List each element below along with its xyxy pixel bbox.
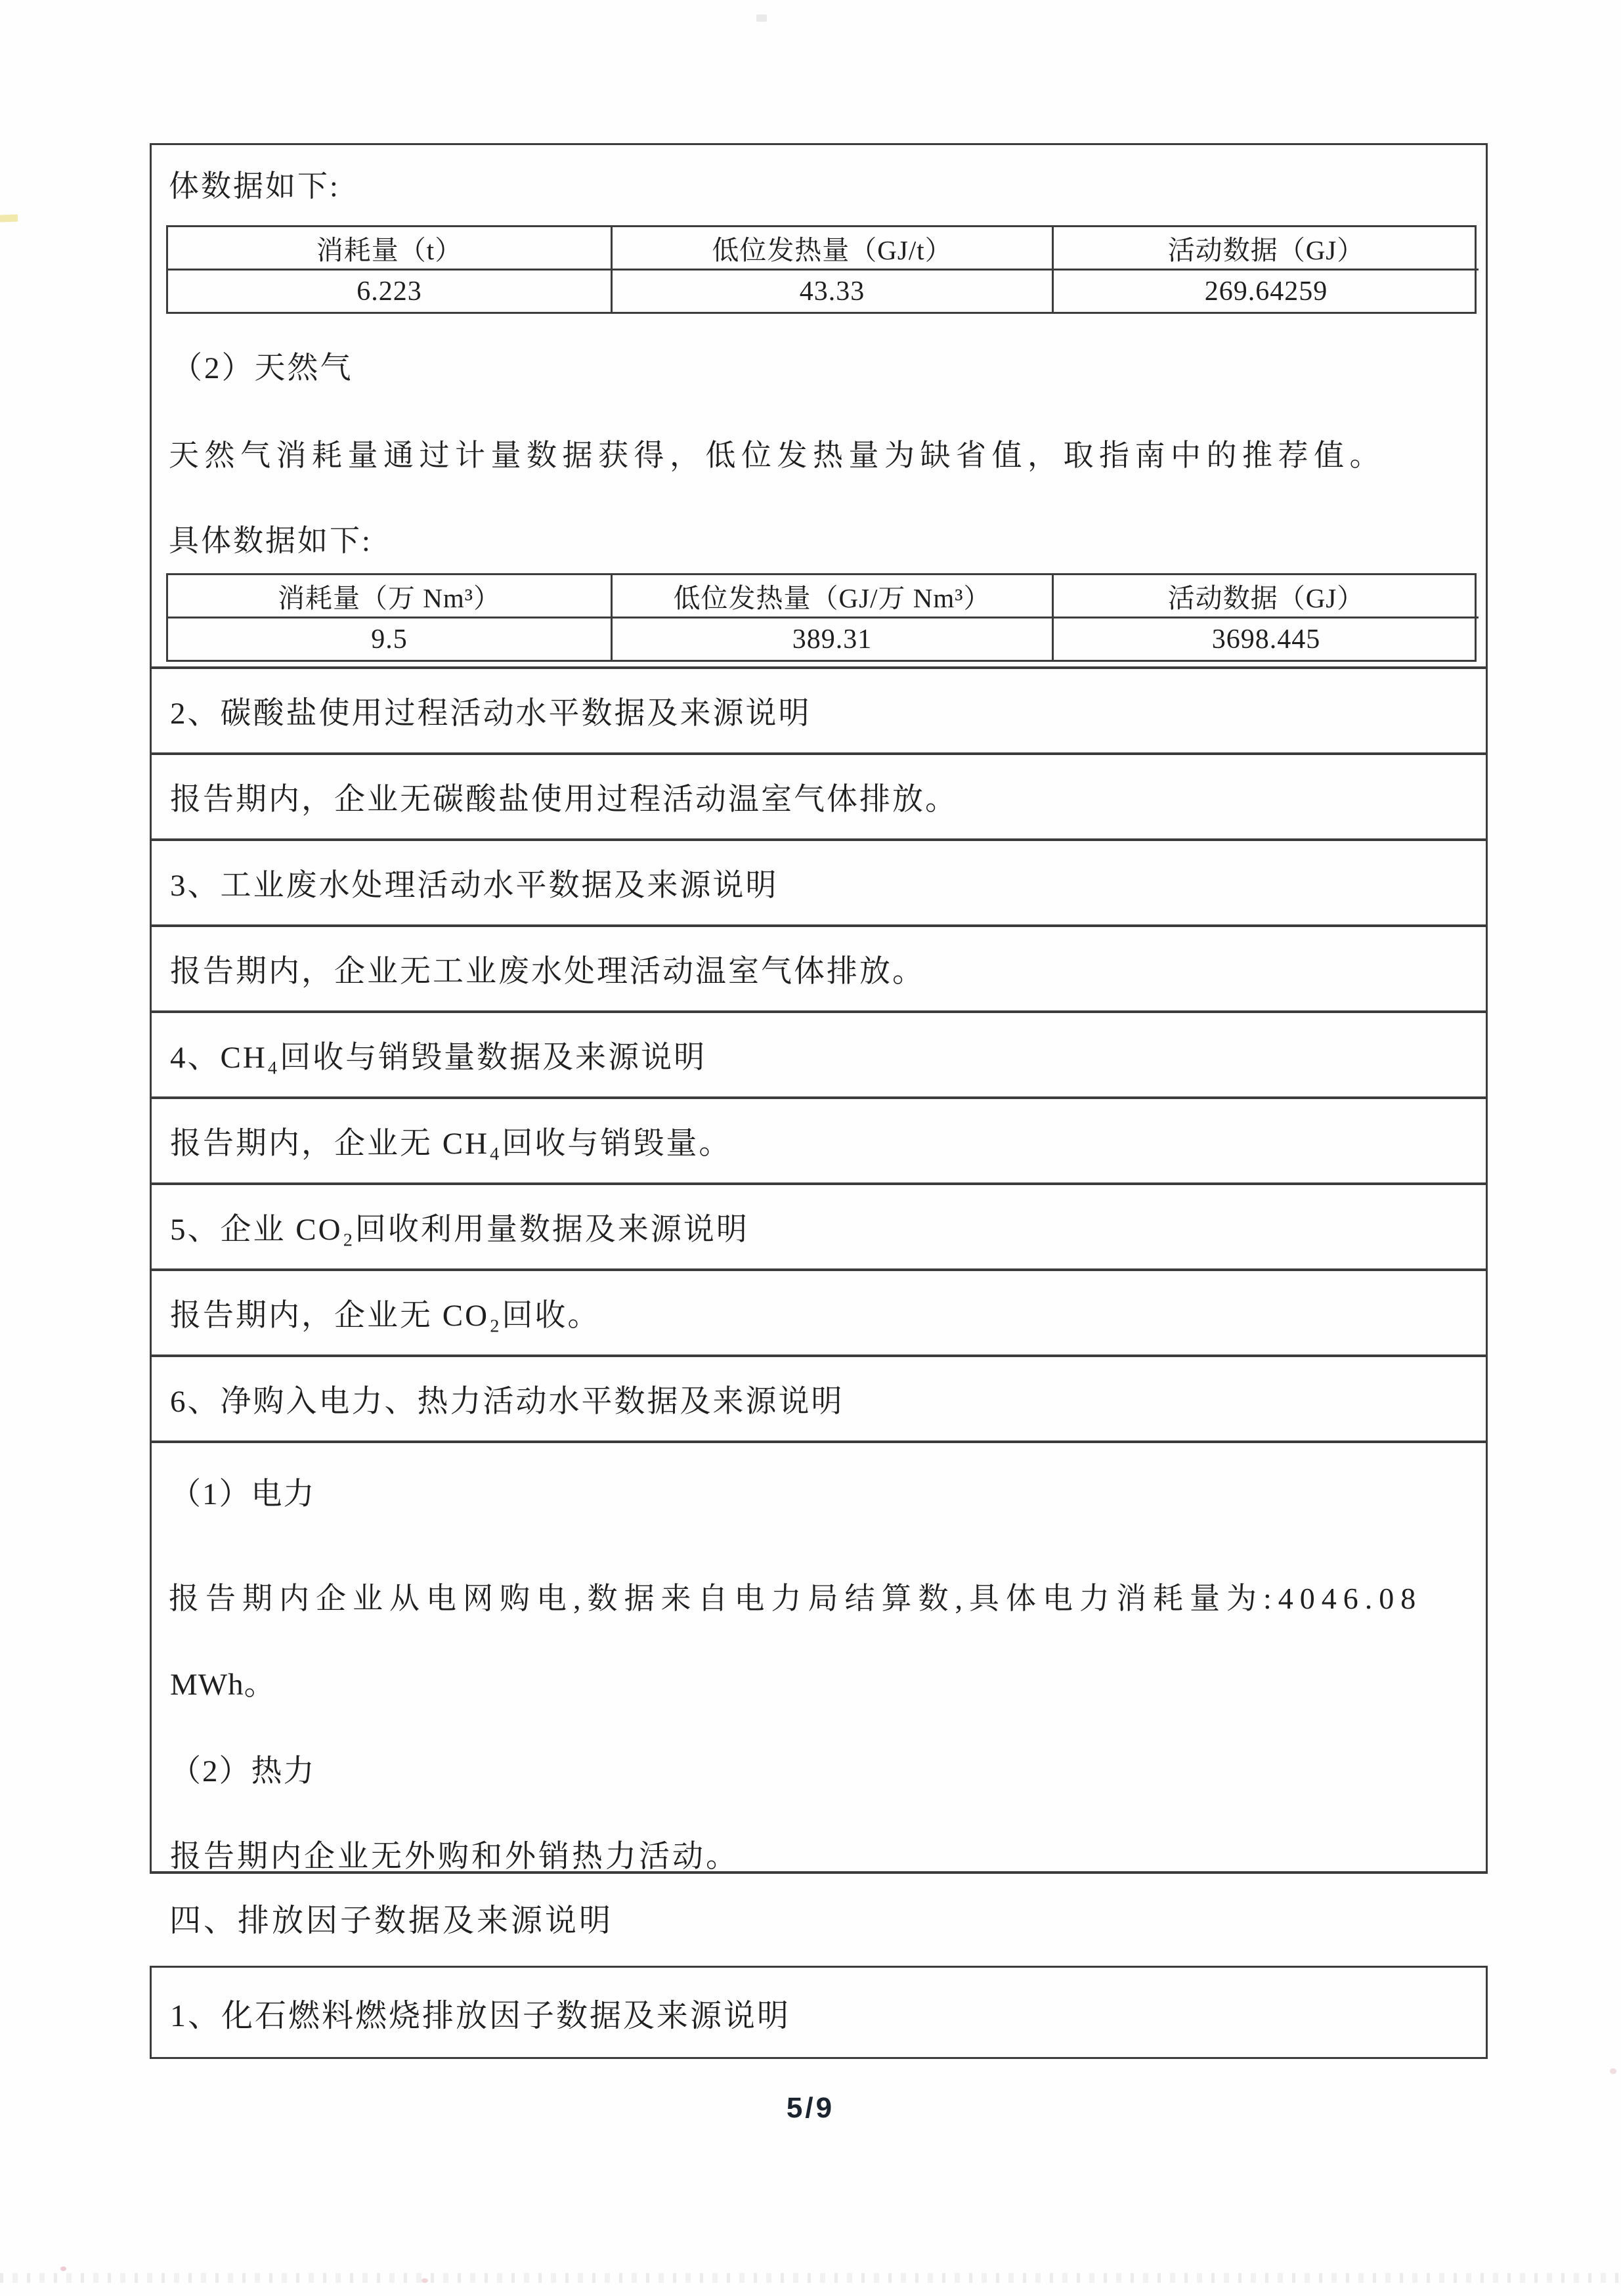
fuel-table-header-consumption: 消耗量（t） (168, 227, 613, 271)
fuel-table-value-activity-data: 269.64259 (1204, 276, 1328, 307)
section-rows (152, 666, 1486, 1440)
section-heading-ch4-recovery: 4、CH₄回收与销毁量数据及来源说明 (152, 1010, 1486, 1096)
natural-gas-data-intro: 具体数据如下: (169, 524, 372, 557)
heat-subtitle: （2）热力 (170, 1754, 316, 1788)
scan-artifact-pink-dot-2 (421, 2278, 428, 2283)
section-body-ch4-recovery: 报告期内，企业无 CH₄回收与销毁量。 (152, 1096, 1486, 1182)
scan-artifact-yellow-tick (0, 215, 18, 223)
gas-table-header-heating-value: 低位发热量（GJ/万 Nm³） (613, 575, 1054, 618)
section-heading-carbonate: 2、碳酸盐使用过程活动水平数据及来源说明 (152, 666, 1486, 752)
fuel-oil-data-table (166, 225, 1477, 314)
natural-gas-description: 天然气消耗量通过计量数据获得，低位发热量为缺省值，取指南中的推荐值。 (169, 439, 1385, 472)
intro-continuation-text: 体数据如下: (169, 169, 340, 203)
power-unit-text: MWh。 (170, 1668, 276, 1702)
gas-table-value-consumption: 9.5 (168, 618, 613, 660)
section-body-co2-recovery: 报告期内，企业无 CO₂回收。 (152, 1268, 1486, 1354)
natural-gas-data-table (166, 573, 1477, 662)
power-subtitle: （1）电力 (170, 1477, 316, 1511)
section-heading-co2-recovery: 5、企业 CO₂回收利用量数据及来源说明 (152, 1182, 1486, 1268)
main-report-table (150, 143, 1488, 1874)
page-number: 5/9 (786, 2092, 835, 2124)
power-consumption-text: 报告期内企业从电网购电,数据来自电力局结算数,具体电力消耗量为:4046.08 (169, 1582, 1423, 1615)
scan-artifact-pink-dot-1 (60, 2266, 66, 2271)
gas-table-header-consumption: 消耗量（万 Nm³） (168, 575, 613, 618)
scan-artifact-pink-dot-3 (1610, 2068, 1616, 2074)
heat-activity-text: 报告期内企业无外购和外销热力活动。 (170, 1840, 739, 1874)
section-body-carbonate: 报告期内，企业无碳酸盐使用过程活动温室气体排放。 (152, 752, 1486, 838)
gas-table-value-heating-value: 389.31 (613, 618, 1054, 660)
section-heading-purchased-power-heat: 6、净购入电力、热力活动水平数据及来源说明 (152, 1354, 1486, 1440)
electricity-heat-section (152, 1440, 1486, 1874)
scan-artifact-top-speck (756, 14, 767, 22)
scan-artifact-bottom-noise (0, 2273, 1621, 2283)
fuel-table-header-activity-data: 活动数据（GJ） (1054, 227, 1479, 271)
fuel-table-value-consumption: 6.223 (168, 271, 613, 312)
section-body-wastewater: 报告期内，企业无工业废水处理活动温室气体排放。 (152, 924, 1486, 1010)
section-heading-wastewater: 3、工业废水处理活动水平数据及来源说明 (152, 838, 1486, 924)
emission-factor-section-heading: 四、排放因子数据及来源说明 (169, 1903, 614, 1938)
fossil-fuel-factor-box (150, 1966, 1488, 2059)
gas-table-header-activity-data: 活动数据（GJ） (1054, 575, 1479, 618)
gas-table-value-activity-data: 3698.445 (1211, 624, 1321, 655)
natural-gas-subtitle: （2）天然气 (171, 351, 353, 385)
fuel-table-value-heating-value: 43.33 (613, 271, 1054, 312)
fossil-fuel-factor-heading: 1、化石燃料燃烧排放因子数据及来源说明 (170, 1998, 791, 2033)
fuel-table-header-heating-value: 低位发热量（GJ/t） (613, 227, 1054, 271)
